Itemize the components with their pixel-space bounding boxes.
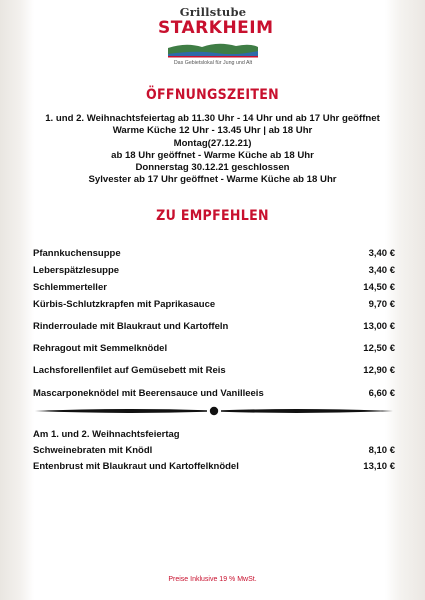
menu-item [33,265,395,279]
menu-item [33,282,395,296]
menu-title: ZU EMPFEHLEN [156,208,269,224]
menu-item [33,321,395,335]
opening-hours [0,113,425,187]
menu-item-price: 14,50 € [363,282,395,293]
menu-item-price: 12,90 € [363,365,395,376]
menu-item [33,343,395,357]
menu-item-name: Mascarponeknödel mit Beerensauce und Vanilleeis [33,388,264,399]
landscape-icon [166,38,260,58]
menu-item-name: Schlemmerteller [33,282,107,293]
logo [158,5,274,78]
menu-item-price: 12,50 € [363,343,395,354]
hours-line: Montag(27.12.21) [173,137,252,149]
menu-item-name: Leberspätzlesuppe [33,265,120,276]
menu-item-name: Schweinebraten mit Knödl [33,445,153,456]
menu-item-price: 3,40 € [368,248,395,259]
logo-tagline: Das Gebietslokal für Jung und Alt [173,60,253,66]
menu-item-price: 3,40 € [368,265,395,276]
logo-main-text: STARKHEIM [158,18,274,38]
menu-item-name: Entenbrust mit Blaukraut und Kartoffelknödel [33,461,239,472]
menu-item [33,461,395,475]
hours-line: Donnerstag 30.12.21 geschlossen [135,162,290,174]
menu-item-price: 9,70 € [368,299,395,310]
menu-item-name: Rinderroulade mit Blaukraut und Kartoffeln [33,321,229,332]
hours-line: Sylvester ab 17 Uhr geöffnet - Warme Küche ab 18 Uhr [88,174,337,186]
menu-item-price: 13,00 € [363,321,395,332]
tax-note: Preise Inklusive 19 % MwSt. [168,576,257,583]
logo-top-text: Grillstube [179,5,247,19]
hours-title: ÖFFNUNGSZEITEN [146,87,279,103]
menu-item-price: 6,60 € [368,388,395,399]
menu-item-name: Kürbis-Schlutzkrapfen mit Paprikasauce [33,299,216,310]
ornamental-divider [33,405,395,417]
menu-item-name: Rehragout mit Semmelknödel [33,343,168,354]
menu-item-name: Lachsforellenfilet auf Gemüsebett mit Reis [33,365,226,376]
menu-item-name: Pfannkuchensuppe [33,248,121,259]
menu-item [33,388,395,402]
hours-line: 1. und 2. Weihnachtsfeiertag ab 11.30 Uhr - 14 Uhr und ab 17 Uhr geöffnet [45,113,380,124]
menu-item [33,248,395,262]
menu-item [33,445,395,459]
menu-item [33,365,395,379]
menu-item-price: 13,10 € [363,461,395,472]
holiday-heading-text: Am 1. und 2. Weihnachtsfeiertag [33,429,180,440]
hours-line: Warme Küche 12 Uhr - 13.45 Uhr | ab 18 Uhr [112,125,313,137]
menu-item-price: 8,10 € [368,445,395,456]
menu-item [33,299,395,313]
holiday-heading [33,429,395,443]
hours-line: ab 18 Uhr geöffnet - Warme Küche ab 18 Uhr [111,149,314,161]
